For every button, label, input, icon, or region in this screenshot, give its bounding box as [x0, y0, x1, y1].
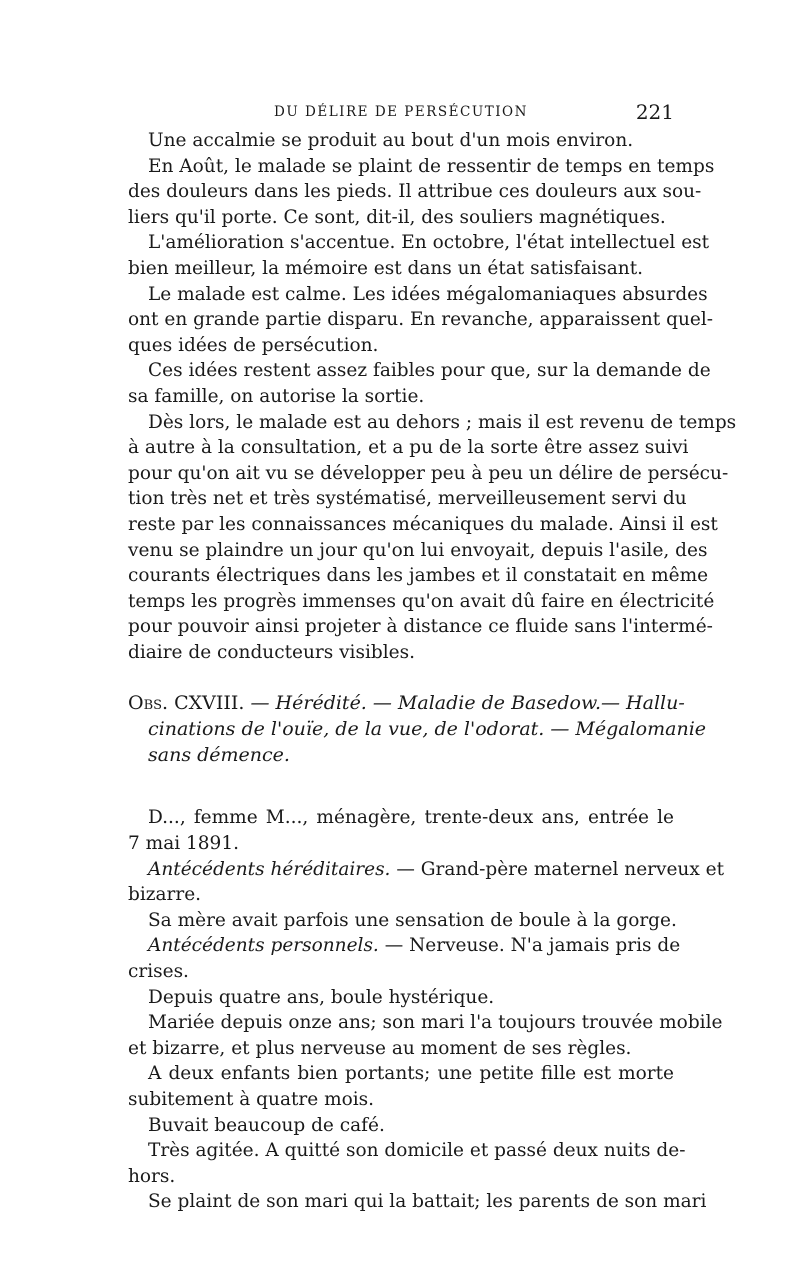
text-line: Ces idées restent assez faibles pour que, sur la demande de — [148, 360, 711, 382]
text-line: crises. — [128, 961, 189, 983]
text-line: ques idées de persécution. — [128, 334, 379, 356]
text-line: à autre à la consultation, et a pu de la sorte être assez suivi — [128, 437, 689, 459]
text-line: pour pouvoir ainsi projeter à distance ce fluide sans l'intermé- — [128, 616, 713, 638]
text-line: liers qu'il porte. Ce sont, dit-il, des souliers magnétiques. — [128, 206, 666, 228]
text-line: Dès lors, le malade est au dehors ; mais il est revenu de temps — [148, 411, 737, 433]
text-line: bizarre. — [128, 884, 202, 906]
observation-heading-line: cinations de l'ouïe, de la vue, de l'odorat. — Mégalomanie — [148, 718, 707, 741]
text-line — [128, 857, 725, 883]
text-line: subitement à quatre mois. — [128, 1089, 375, 1110]
text-line: reste par les connaissances mécaniques du malade. Ainsi il est — [128, 513, 718, 535]
observation-label: Obs. CXVIII. — [128, 692, 245, 715]
observation-heading — [128, 691, 707, 769]
text-line: D..., femme M..., ménagère, trente-deux ans, entrée le — [148, 807, 674, 829]
text-block-part1 — [128, 128, 737, 665]
spacer — [128, 769, 674, 805]
running-head — [128, 100, 674, 124]
observation-heading-line — [128, 691, 685, 717]
text-line: L'amélioration s'accentue. En octobre, l'état intellectuel est — [148, 232, 710, 254]
text-line: pour qu'on ait vu se développer peu à peu un délire de persécu- — [128, 462, 729, 484]
text-line: temps les progrès immenses qu'on avait dû faire en électricité — [128, 590, 715, 612]
section-label: Antécédents héréditaires. — [148, 858, 391, 880]
spacer — [128, 665, 674, 691]
text-line: tion très net et très systématisé, merveilleusement servi du — [128, 488, 687, 510]
text-block-part2 — [128, 985, 723, 1215]
body-text — [128, 128, 737, 1215]
text-line: Mariée depuis onze ans; son mari l'a toujours trouvée mobile — [148, 1012, 723, 1034]
text-line: Très agitée. A quitté son domicile et passé deux nuits de- — [148, 1140, 686, 1162]
text-line: 7 mai 1891. — [128, 833, 239, 855]
text-line: des douleurs dans les pieds. Il attribue ces douleurs aux sou- — [128, 181, 702, 203]
text-line: venu se plaindre un jour qu'on lui envoyait, depuis l'asile, des — [128, 539, 708, 561]
text-line: et bizarre, et plus nerveuse au moment de ses règles. — [128, 1037, 632, 1059]
text-line: Le malade est calme. Les idées mégalomaniaques absurdes — [148, 283, 708, 305]
text-line: hors. — [128, 1165, 176, 1187]
text-fragment: — Nerveuse. N'a jamais pris de — [378, 935, 681, 957]
text-line: courants électriques dans les jambes et il constatait en même — [128, 565, 709, 587]
observation-title-part: — Hérédité. — Maladie de Basedow.— Hallu- — [244, 692, 685, 715]
page-number: 221 — [635, 100, 674, 124]
text-line: bien meilleur, la mémoire est dans un état satisfaisant. — [128, 257, 644, 279]
text-line: Se plaint de son mari qui la battait; les parents de son mari — [148, 1191, 707, 1213]
text-line: Sa mère avait parfois une sensation de boule à la gorge. — [148, 909, 677, 931]
text-line: Depuis quatre ans, boule hystérique. — [148, 986, 495, 1008]
text-line: sa famille, on autorise la sortie. — [128, 385, 425, 407]
text-line: Buvait beaucoup de café. — [148, 1114, 385, 1136]
text-line: diaire de conducteurs visibles. — [128, 641, 415, 663]
text-line: ont en grande partie disparu. En revanche, apparaissent quel- — [128, 309, 713, 331]
text-fragment: — Grand-père maternel nerveux et — [390, 858, 725, 880]
text-line — [128, 933, 681, 959]
text-line: A deux enfants bien portants; une petite fille est morte — [148, 1063, 674, 1085]
running-title: DU DÉLIRE DE PERSÉCUTION — [274, 104, 528, 120]
text-line: Une accalmie se produit au bout d'un mois environ. — [148, 130, 634, 151]
observation-heading-line: sans démence. — [148, 744, 290, 767]
section-label: Antécédents personnels. — [148, 935, 379, 957]
text-line: En Août, le malade se plaint de ressentir de temps en temps — [148, 155, 715, 177]
